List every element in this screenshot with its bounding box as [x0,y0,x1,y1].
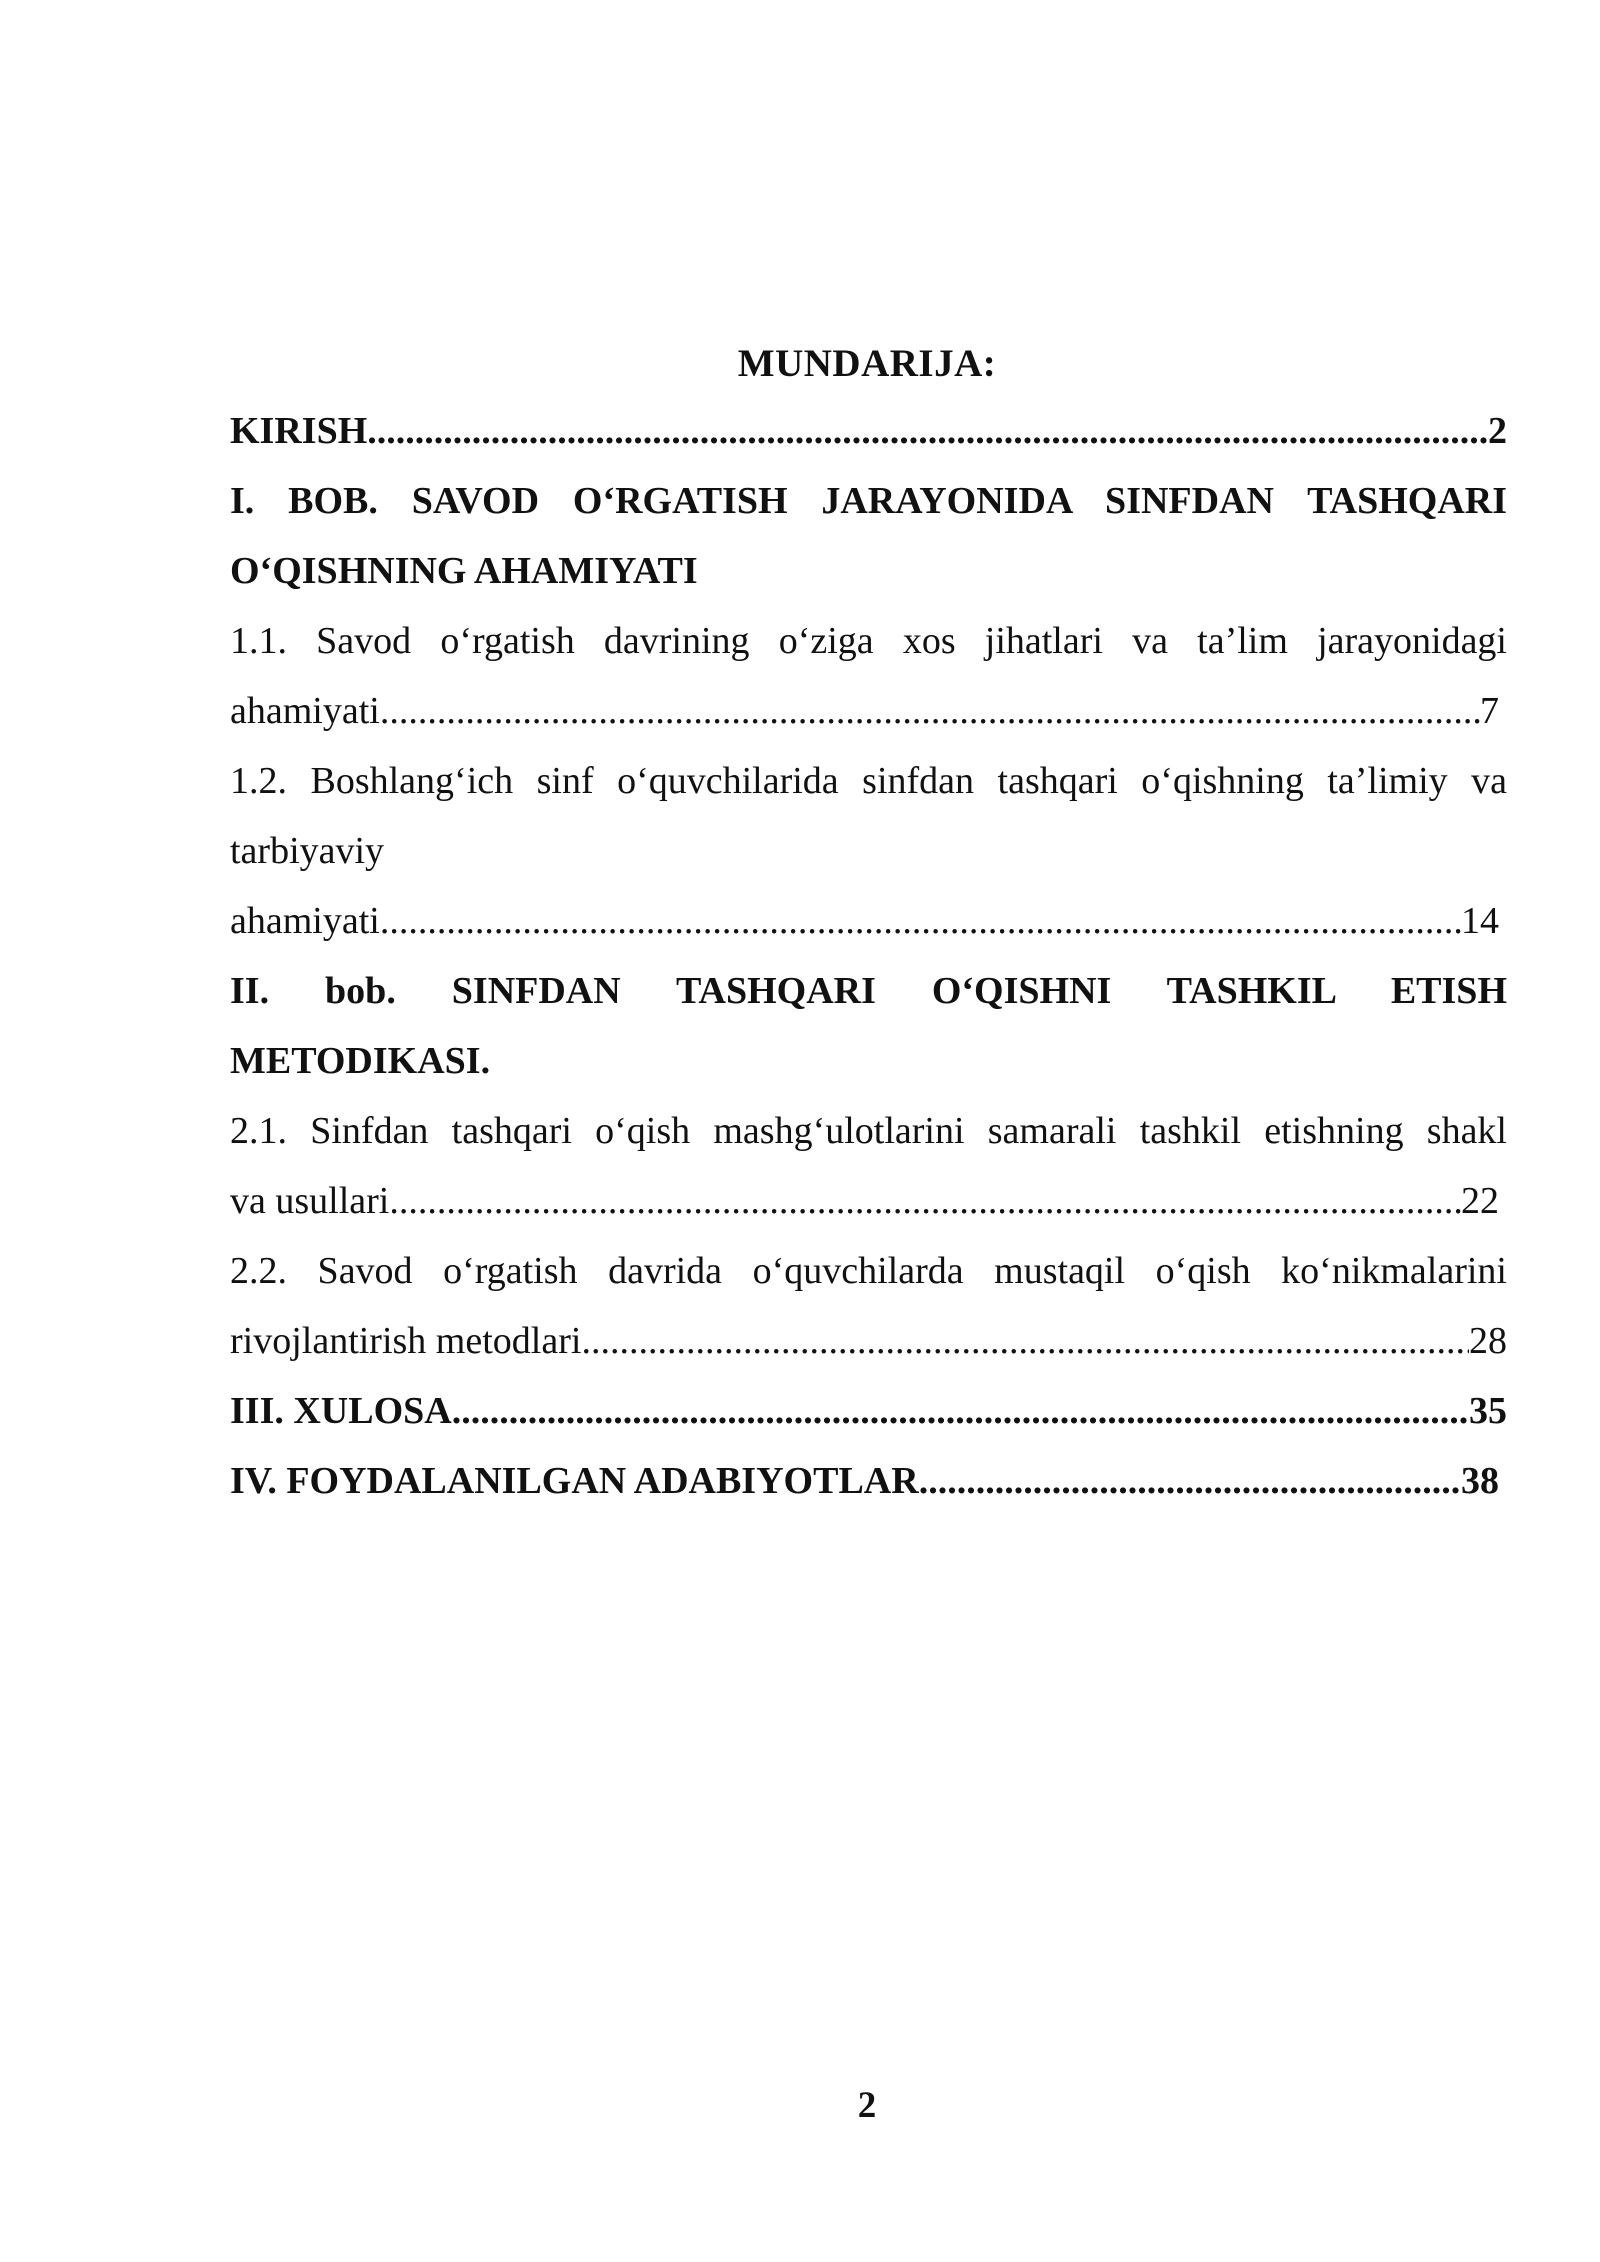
dot-leader [367,396,1488,466]
dot-leader [581,1306,1469,1376]
toc-page-number: 22 [1461,1180,1499,1222]
toc-entry-label: KIRISH [230,410,368,452]
dot-leader [919,1446,1461,1516]
page-number: 2 [857,2085,877,2126]
toc-section-1-2-line-2[interactable]: tarbiyaviy [230,830,385,872]
toc-entry-kirish[interactable] [230,396,1507,466]
toc-chapter-2-line-2[interactable]: METODIKASI. [230,1040,491,1082]
dot-leader [380,886,1461,956]
toc-page-number: 14 [1461,900,1499,942]
dot-leader [380,676,1480,746]
toc-entry-xulosa[interactable] [230,1376,1507,1446]
toc-entry-label: IV. FOYDALANILGAN ADABIYOTLAR [230,1460,919,1502]
toc-chapter-1-line-1[interactable]: I. BOB. SAVOD O‘RGATISH JARAYONIDA SINFDAN TASHQARI [230,480,1507,522]
toc-entry-label: rivojlantirish metodlari [230,1320,582,1362]
table-of-contents [230,396,1507,1516]
toc-page-number: 38 [1461,1460,1499,1502]
toc-page-number: 2 [1488,410,1507,452]
toc-page-number: 7 [1480,690,1499,732]
toc-title: MUNDARIJA: [737,342,997,385]
toc-section-1-2-line-3[interactable] [230,886,1507,956]
toc-chapter-2-line-1[interactable]: II. bob. SINFDAN TASHQARI O‘QISHNI TASHKIL ETISH [230,970,1507,1012]
toc-entry-label: va usullari [230,1180,390,1222]
toc-section-1-1-line-2[interactable] [230,676,1507,746]
toc-section-2-1-line-1[interactable]: 2.1. Sinfdan tashqari o‘qish mashg‘ulotlarini samarali tashkil etishning shakl [230,1110,1507,1152]
toc-page-number: 35 [1469,1390,1507,1432]
toc-page-number: 28 [1469,1320,1507,1362]
toc-entry-adabiyotlar[interactable] [230,1446,1507,1516]
toc-section-1-1-line-1[interactable]: 1.1. Savod o‘rgatish davrining o‘ziga xos jihatlari va ta’lim jarayonidagi [230,620,1507,662]
toc-entry-label: ahamiyati [230,690,380,732]
toc-section-2-2-line-2[interactable] [230,1306,1507,1376]
dot-leader [452,1376,1469,1446]
toc-section-2-2-line-1[interactable]: 2.2. Savod o‘rgatish davrida o‘quvchilarda mustaqil o‘qish ko‘nikmalarini [230,1250,1507,1292]
toc-entry-label: ahamiyati [230,900,380,942]
dot-leader [389,1166,1461,1236]
toc-section-2-1-line-2[interactable] [230,1166,1507,1236]
toc-section-1-2-line-1[interactable]: 1.2. Boshlang‘ich sinf o‘quvchilarida sinfdan tashqari o‘qishning ta’limiy va [230,760,1507,802]
toc-chapter-1-line-2[interactable]: O‘QISHNING AHAMIYATI [230,550,698,592]
toc-entry-label: III. XULOSA [230,1390,452,1432]
